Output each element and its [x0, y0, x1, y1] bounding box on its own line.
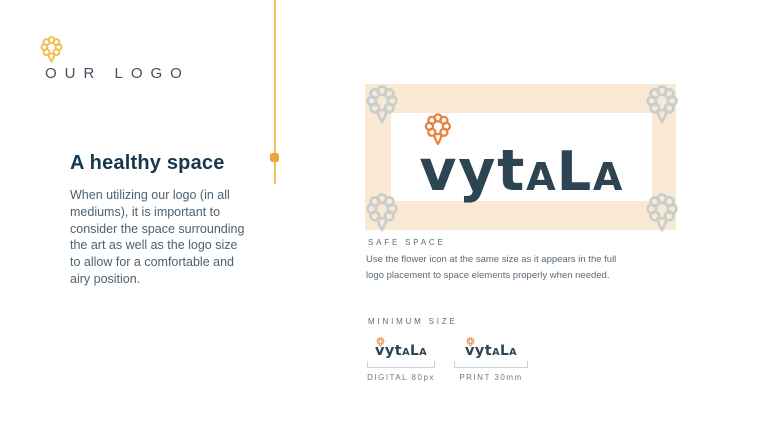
wordmark-segment: A: [592, 156, 624, 200]
safe-space-description: Use the flower icon at the same size as it appears in the full logo placement to space elements properly when needed.: [366, 254, 617, 281]
spacing-flower-icon: [644, 85, 680, 128]
minimum-size-print: [454, 339, 528, 382]
logo-safe-space-panel: [365, 84, 676, 230]
wordmark-segment: A: [402, 347, 410, 358]
spacing-flower-icon: [644, 193, 680, 236]
logo-flower-icon: [376, 337, 385, 348]
wordmark-segment: vyt: [375, 343, 403, 359]
wordmark-segment: A: [419, 347, 427, 358]
wordmark-segment: vyt: [419, 138, 527, 204]
mini-logo-print: [465, 344, 517, 359]
accent-dot: [270, 153, 279, 162]
slide-title: OUR LOGO: [45, 65, 190, 82]
logo-flower-icon: [422, 113, 452, 149]
wordmark-segment: L: [499, 343, 510, 359]
wordmark-segment: A: [509, 347, 517, 358]
wordmark-segment: A: [526, 156, 557, 200]
intro-column: [70, 152, 255, 288]
primary-logo: [419, 138, 624, 204]
logo-flower-icon: [466, 337, 475, 348]
wordmark-segment: L: [409, 343, 420, 359]
print-size-caption: PRINT 30mm: [459, 372, 523, 382]
safe-space-label: SAFE SPACE: [368, 238, 446, 247]
measurement-bracket: [454, 361, 528, 368]
mini-logo-digital: [375, 344, 427, 359]
logo-clear-space-area: [391, 113, 652, 204]
measurement-bracket: [367, 361, 435, 368]
wordmark-segment: L: [556, 140, 593, 203]
spacing-flower-icon: [364, 85, 400, 128]
digital-size-caption: DIGITAL 80px: [367, 372, 435, 382]
wordmark-segment: A: [492, 347, 500, 358]
wordmark-segment: vyt: [465, 343, 493, 359]
intro-heading: A healthy space: [70, 152, 225, 174]
spacing-flower-icon: [364, 193, 400, 236]
minimum-size-examples: [367, 339, 528, 382]
intro-body-text: When utilizing our logo (in all mediums), it is important to consider the space surrounding the art as well as the logo size to allow for a comfortable and airy position.: [70, 188, 245, 286]
minimum-size-digital: [367, 339, 435, 382]
flower-icon: [39, 36, 64, 66]
minimum-size-label: MINIMUM SIZE: [368, 317, 458, 326]
